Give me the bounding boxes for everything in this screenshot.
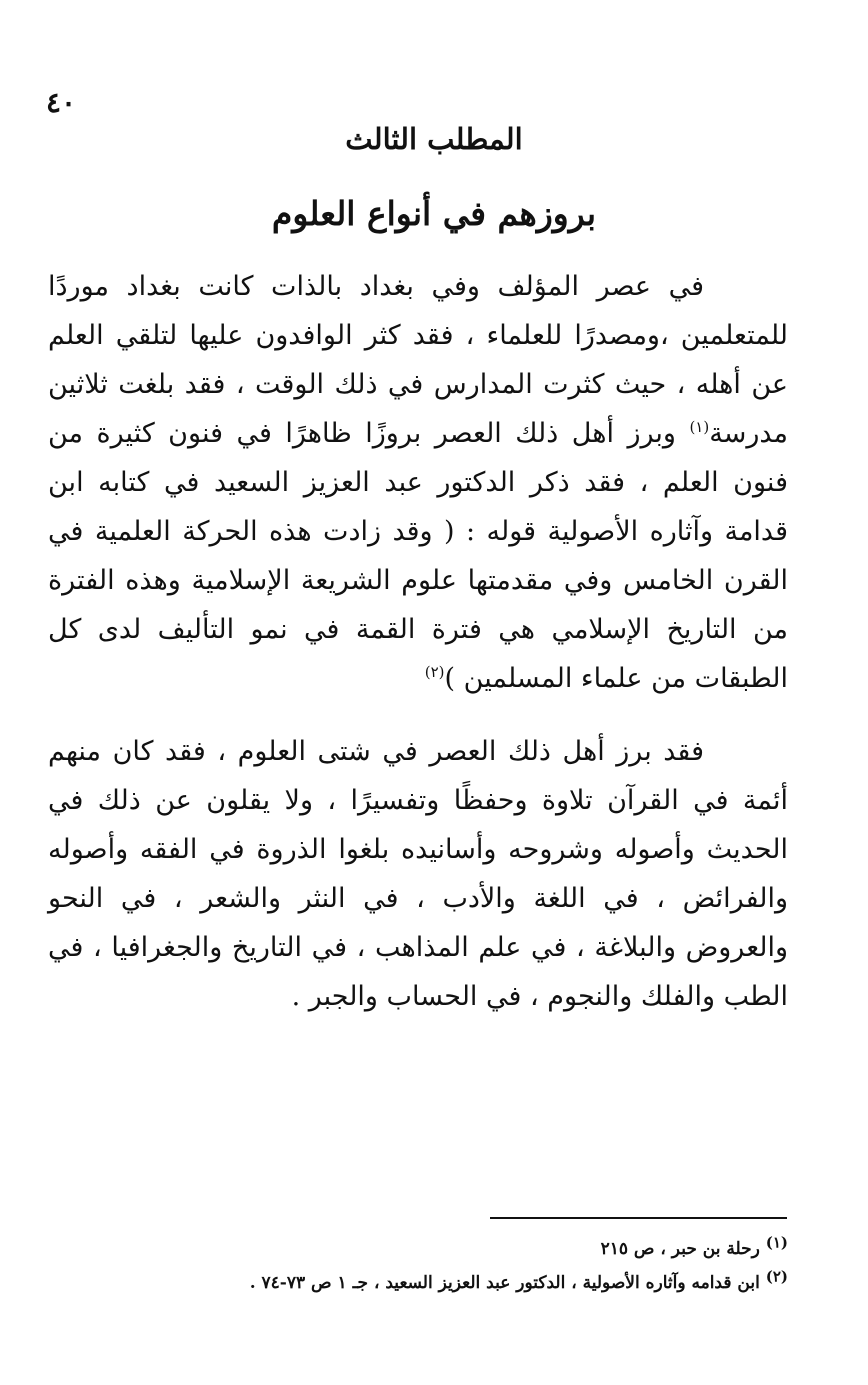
page-number: ٤٠	[46, 86, 77, 119]
footnote-ref-1: (١)	[689, 418, 710, 436]
footnote-2-marker: (٢)	[765, 1267, 788, 1286]
paragraph-1-text-b: وبرز أهل ذلك العصر بروزًا ظاهرًا في فنون كثيرة من فنون العلم ، فقد ذكر الدكتور عبد العزيز السعيد في كتابه ابن قدامة وآثاره الأصولية قوله : ( وقد زادت هذه الحركة العلمية في القرن الخامس وفي مقدمتها علوم الشريعة الإسلامية وهذه الفترة من التاريخ الإسلامي هي فترة القمة في نمو التأليف لدى كل الطبقات من علماء المسلمين )	[48, 418, 788, 694]
section-title: بروزهم في أنواع العلوم	[271, 194, 597, 233]
body-text	[48, 262, 788, 1021]
footnote-1	[48, 1232, 788, 1266]
footnote-1-marker: (١)	[765, 1233, 788, 1252]
footnote-2-text: ابن قدامه وآثاره الأصولية ، الدكتور عبد العزيز السعيد ، جـ ١ ص ٧٣-٧٤ .	[249, 1273, 766, 1293]
footnote-2	[48, 1266, 788, 1300]
footnote-divider	[490, 1217, 787, 1219]
footnote-1-text: رحلة بن حبر ، ص ٢١٥	[600, 1239, 766, 1259]
footnote-ref-2: (٢)	[424, 663, 445, 681]
paragraph-2: فقد برز أهل ذلك العصر في شتى العلوم ، فقد كان منهم أئمة في القرآن تلاوة وحفظًا وتفسيرًا ، ولا يقلون عن ذلك في الحديث وأصوله وشروحه وأسانيده بلغوا الذروة في الفقه وأصوله والفرائض ، في اللغة والأدب ، في النثر والشعر ، في النحو والعروض والبلاغة ، في علم المذاهب ، في التاريخ والجغرافيا ، في الطب والفلك والنجوم ، في الحساب والجبر .	[48, 736, 788, 1012]
paragraph-1-text-a: في عصر المؤلف وفي بغداد بالذات كانت بغداد موردًا للمتعلمين ،ومصدرًا للعلماء ، فقد كثر الوافدون عليها لتلقي العلم عن أهله ، حيث كثرت المدارس في ذلك الوقت ، فقد بلغت ثلاثين مدرسة	[48, 271, 788, 449]
section-heading: المطلب الثالث	[345, 122, 523, 156]
paragraph-1	[48, 262, 788, 703]
footnotes	[48, 1232, 788, 1300]
